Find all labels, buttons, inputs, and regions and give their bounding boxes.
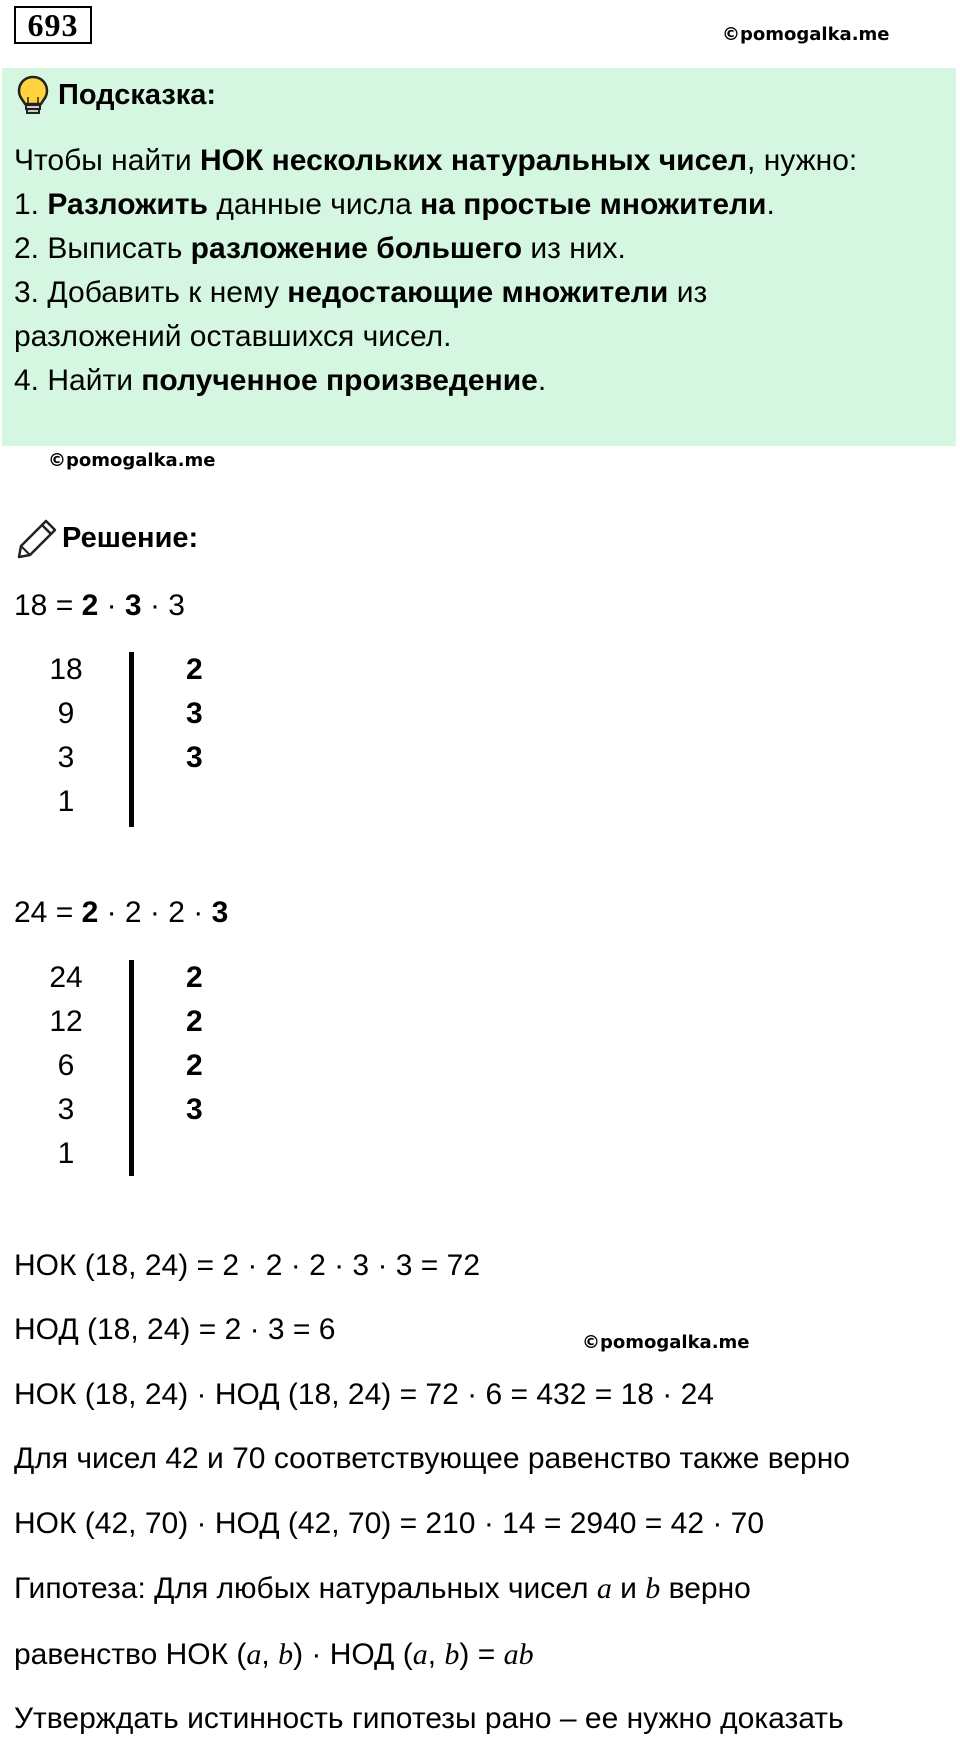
lightbulb-icon: [16, 74, 50, 116]
solution-title: Решение:: [62, 522, 199, 554]
dividend-value: 3: [57, 741, 75, 774]
watermark: ©pomogalka.me: [582, 1332, 750, 1353]
prime-factor: 3: [186, 741, 203, 774]
division-bar: [129, 960, 134, 1176]
hint-line: 3. Добавить к нему недостающие множители из: [14, 276, 708, 309]
hint-line: Чтобы найти НОК нескольких натуральных чисел, нужно:: [14, 144, 858, 177]
hint-line: 2. Выписать разложение большего из них.: [14, 232, 626, 265]
product-line: НОК (18, 24) · НОД (18, 24) = 72 · 6 = 432 = 18 · 24: [14, 1378, 714, 1411]
dividend-value: 12: [49, 1005, 83, 1038]
lcm-line: НОК (18, 24) = 2 · 2 · 2 · 3 · 3 = 72: [14, 1249, 481, 1282]
prime-factor: 2: [186, 653, 203, 686]
dividend-value: 9: [57, 697, 75, 730]
dividend-value: 6: [57, 1049, 75, 1082]
prime-factor: 2: [186, 961, 203, 994]
watermark: ©pomogalka.me: [48, 450, 216, 471]
prime-factor: 2: [186, 1005, 203, 1038]
problem-number: 693: [14, 6, 92, 44]
conclusion-line: Утверждать истинность гипотезы рано – ее нужно доказать: [14, 1702, 844, 1735]
factorization-18: 18 = 2 · 3 · 3: [14, 589, 185, 622]
hint-title: Подсказка:: [58, 79, 217, 111]
prime-factor: 2: [186, 1049, 203, 1082]
dividend-value: 1: [57, 785, 75, 818]
check-line: НОК (42, 70) · НОД (42, 70) = 210 · 14 = 2940 = 42 · 70: [14, 1507, 765, 1540]
dividend-value: 1: [57, 1137, 75, 1170]
dividend-value: 3: [57, 1093, 75, 1126]
dividend-value: 18: [49, 653, 83, 686]
division-bar: [129, 652, 134, 827]
equality-line: равенство НОК (a, b) · НОД (a, b) = ab: [14, 1638, 534, 1671]
hint-line: разложений оставшихся чисел.: [14, 320, 452, 353]
pencil-icon: [16, 518, 58, 560]
hint-line: 4. Найти полученное произведение.: [14, 364, 547, 397]
watermark: ©pomogalka.me: [722, 24, 890, 45]
hypothesis-line: Гипотеза: Для любых натуральных чисел a и b верно: [14, 1572, 751, 1605]
other-numbers-line: Для чисел 42 и 70 соответствующее равенство также верно: [14, 1442, 850, 1475]
factorization-24: 24 = 2 · 2 · 2 · 3: [14, 896, 229, 929]
gcd-line: НОД (18, 24) = 2 · 3 = 6: [14, 1313, 336, 1346]
prime-factor: 3: [186, 1093, 203, 1126]
prime-factor: 3: [186, 697, 203, 730]
dividend-value: 24: [49, 961, 83, 994]
hint-line: 1. Разложить данные числа на простые множители.: [14, 188, 775, 221]
